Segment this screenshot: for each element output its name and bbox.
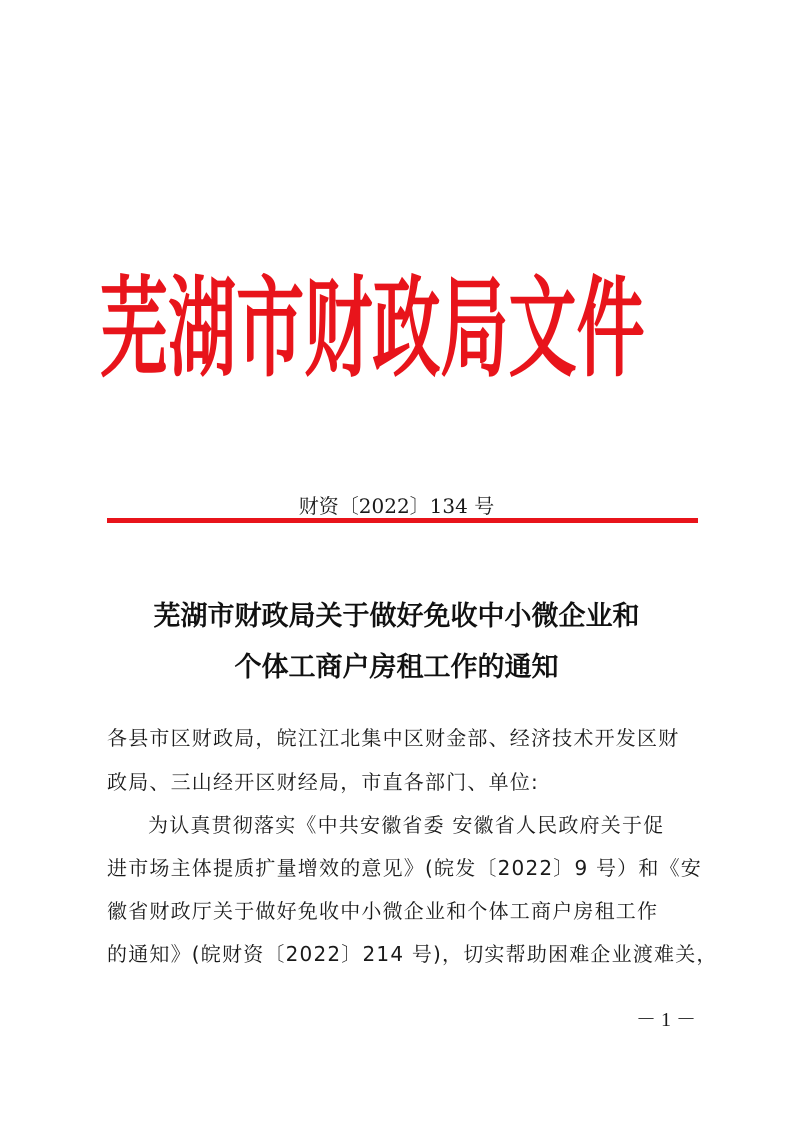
masthead-text: 芜湖市财政局文件 (100, 264, 645, 392)
body-line: 为认真贯彻落实《中共安徽省委 安徽省人民政府关于促 (148, 813, 665, 837)
document-title-line-1: 芜湖市财政局关于做好免收中小微企业和 (153, 601, 640, 632)
body-line: 进市场主体提质扩量增效的意见》(皖发〔2022〕9 号）和《安 (107, 856, 702, 880)
page-number: － 1 － (636, 1009, 696, 1031)
masthead-title (100, 258, 700, 398)
body-line: 各县市区财政局，皖江江北集中区财金部、经济技术开发区财 (107, 726, 680, 750)
body-line: 徽省财政厅关于做好免收中小微企业和个体工商户房租工作 (107, 899, 659, 923)
body-line: 的通知》(皖财资〔2022〕214 号)，切实帮助困难企业渡难关， (107, 942, 718, 966)
document-title-line-2: 个体工商户房租工作的通知 (234, 652, 559, 683)
body-line: 政局、三山经开区财经局，市直各部门、单位: (107, 770, 539, 794)
red-divider-line (107, 518, 698, 523)
document-number: 财资〔2022〕134 号 (298, 494, 495, 518)
